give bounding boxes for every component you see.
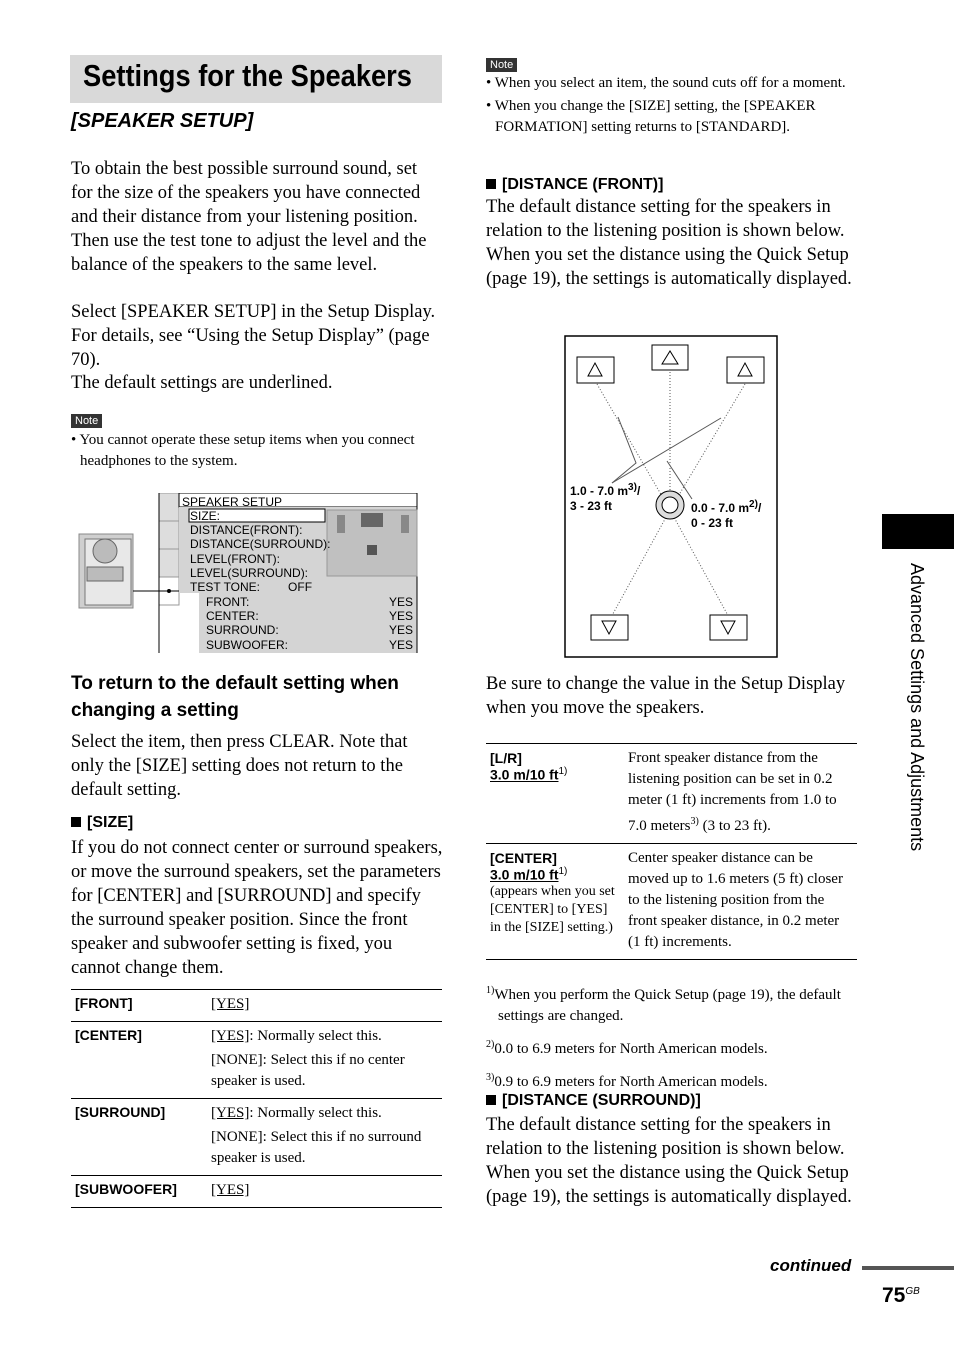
osd-item-level-front[interactable]: LEVEL(FRONT):: [190, 551, 281, 566]
size-heading: [SIZE]: [71, 814, 133, 832]
right-distance-label: 0.0 - 7.0 $m^{2)}/$ 0 - 23 ft: [691, 499, 762, 530]
intro-paragraph-2: Select [SPEAKER SETUP] in the Setup Display. For details, see “Using the Setup Display” (page 70).: [71, 302, 436, 370]
size-text: If you do not connect center or surround speakers, or move the surround speakers, set the parameters for [CENTER] and [SURROUND] and specify the surround speaker position. Since the front speaker and subwoofer setting is fixed, you cannot change them.: [71, 838, 443, 978]
note-text: • You cannot operate these setup items when you connect headphones to the system.: [71, 432, 415, 469]
osd-item-distance-surround[interactable]: DISTANCE(SURROUND):: [190, 537, 331, 552]
setup-display-illustration: [75, 493, 420, 655]
osd-test-tone-value: OFF: [288, 580, 313, 595]
side-tab-text: Advanced Settings and Adjustments: [907, 563, 927, 852]
footnote: $^{1)}$When you perform the Quick Setup (page 19), the default settings are changed.: [486, 985, 841, 1024]
continued-rule: [862, 1266, 954, 1270]
footnote: $^{3)}$0.9 to 6.9 meters for North American models.: [486, 1072, 768, 1090]
note2-badge: Note: [486, 55, 517, 73]
distance-surround-text: The default distance setting for the speakers in relation to the listening position is shown below. When you set the distance using the Quick Setup (page 19), the settings is automatically displayed.: [486, 1115, 852, 1207]
intro-paragraph-1: To obtain the best possible surround sound, set for the size of the speakers you have connected and their distance from your listening position. Then use the test tone to adjust the level and the balance of the speakers to the same level.: [71, 159, 427, 275]
table-row: [CENTER] 3.0 m/10 $ft^{1)}$ (appears when you set [CENTER] to [YES] in the [SIZE] setting.) Center speaker distance can be moved up to 1.6 meters (5 ft) closer to the listening position from the front speaker distance, in 0.2 meter (1 ft) increments.: [486, 844, 857, 960]
osd-item-test-tone[interactable]: TEST TONE: OFF: [190, 580, 313, 595]
note-badge: Note: [71, 411, 102, 429]
list-item: • When you select an item, the sound cuts off for a moment.: [486, 75, 846, 91]
osd-sub-surround[interactable]: SURROUND: YES: [206, 623, 413, 638]
speaker-distance-diagram: [564, 335, 778, 658]
return-text: Select the item, then press CLEAR. Note that only the [SIZE] setting does not return to the default setting.: [71, 732, 408, 800]
page-number: $75^{GB}$: [882, 1284, 920, 1307]
intro-paragraph-3: The default settings are underlined.: [71, 373, 333, 393]
page-title-box: [70, 55, 442, 103]
distance-front-heading: [DISTANCE (FRONT)]: [486, 176, 663, 194]
osd-item-size[interactable]: SIZE:: [190, 509, 221, 523]
footnote: $^{2)}$0.0 to 6.9 meters for North American models.: [486, 1039, 768, 1057]
table-row: [L/R] 3.0 m/10 $ft^{1)}$ Front speaker distance from the listening position can be set in 0.2 meter (1 ft) increments from 1.0 to 7.0 meters$^{3)}$ (3 to 23 ft).: [486, 744, 857, 844]
osd-item-distance-front[interactable]: DISTANCE(FRONT):: [190, 523, 303, 538]
osd-sub-subwoofer[interactable]: SUBWOOFER: YES: [206, 637, 413, 652]
distance-front-text: The default distance setting for the speakers in relation to the listening position is shown below. When you set the distance using the Quick Setup (page 19), the settings is automatically displayed.: [486, 197, 852, 289]
side-tab-marker: [882, 514, 954, 549]
distance-table: [486, 743, 857, 960]
page-title: Settings for the Speakers: [83, 58, 412, 93]
footnotes: [486, 980, 858, 1093]
osd-sub-front[interactable]: FRONT: YES: [206, 595, 413, 609]
return-heading: To return to the default setting when changing a setting: [71, 673, 399, 721]
subtitle: [SPEAKER SETUP]: [71, 110, 254, 132]
table-row: [SURROUND] [YES]: Normally select this. [NONE]: Select this if no surround speaker is used.: [71, 1099, 442, 1176]
be-sure-text: Be sure to change the value in the Setup Display when you move the speakers.: [486, 674, 846, 718]
table-row: [FRONT] [YES]: [71, 990, 442, 1022]
osd-item-level-surround[interactable]: LEVEL(SURROUND):: [190, 565, 309, 580]
table-row: [SUBWOOFER] [YES]: [71, 1176, 442, 1208]
distance-surround-heading: [DISTANCE (SURROUND)]: [486, 1092, 701, 1110]
osd-sub-center[interactable]: CENTER: YES: [206, 609, 413, 624]
table-row: [CENTER] [YES]: Normally select this. [NONE]: Select this if no center speaker is used.: [71, 1022, 442, 1099]
size-table: [71, 989, 442, 1208]
osd-submenu: [206, 595, 413, 652]
note2-list: [486, 73, 858, 138]
left-distance-label: 1.0 - 7.0 $m^{3)}/$ 3 - 23 ft: [570, 482, 641, 513]
continued-label: continued: [770, 1256, 852, 1275]
list-item: • When you change the [SIZE] setting, the [SPEAKER FORMATION] setting returns to [STANDARD].: [486, 98, 816, 135]
osd-header: SPEAKER SETUP: [182, 495, 283, 509]
osd-menu: [190, 509, 330, 594]
